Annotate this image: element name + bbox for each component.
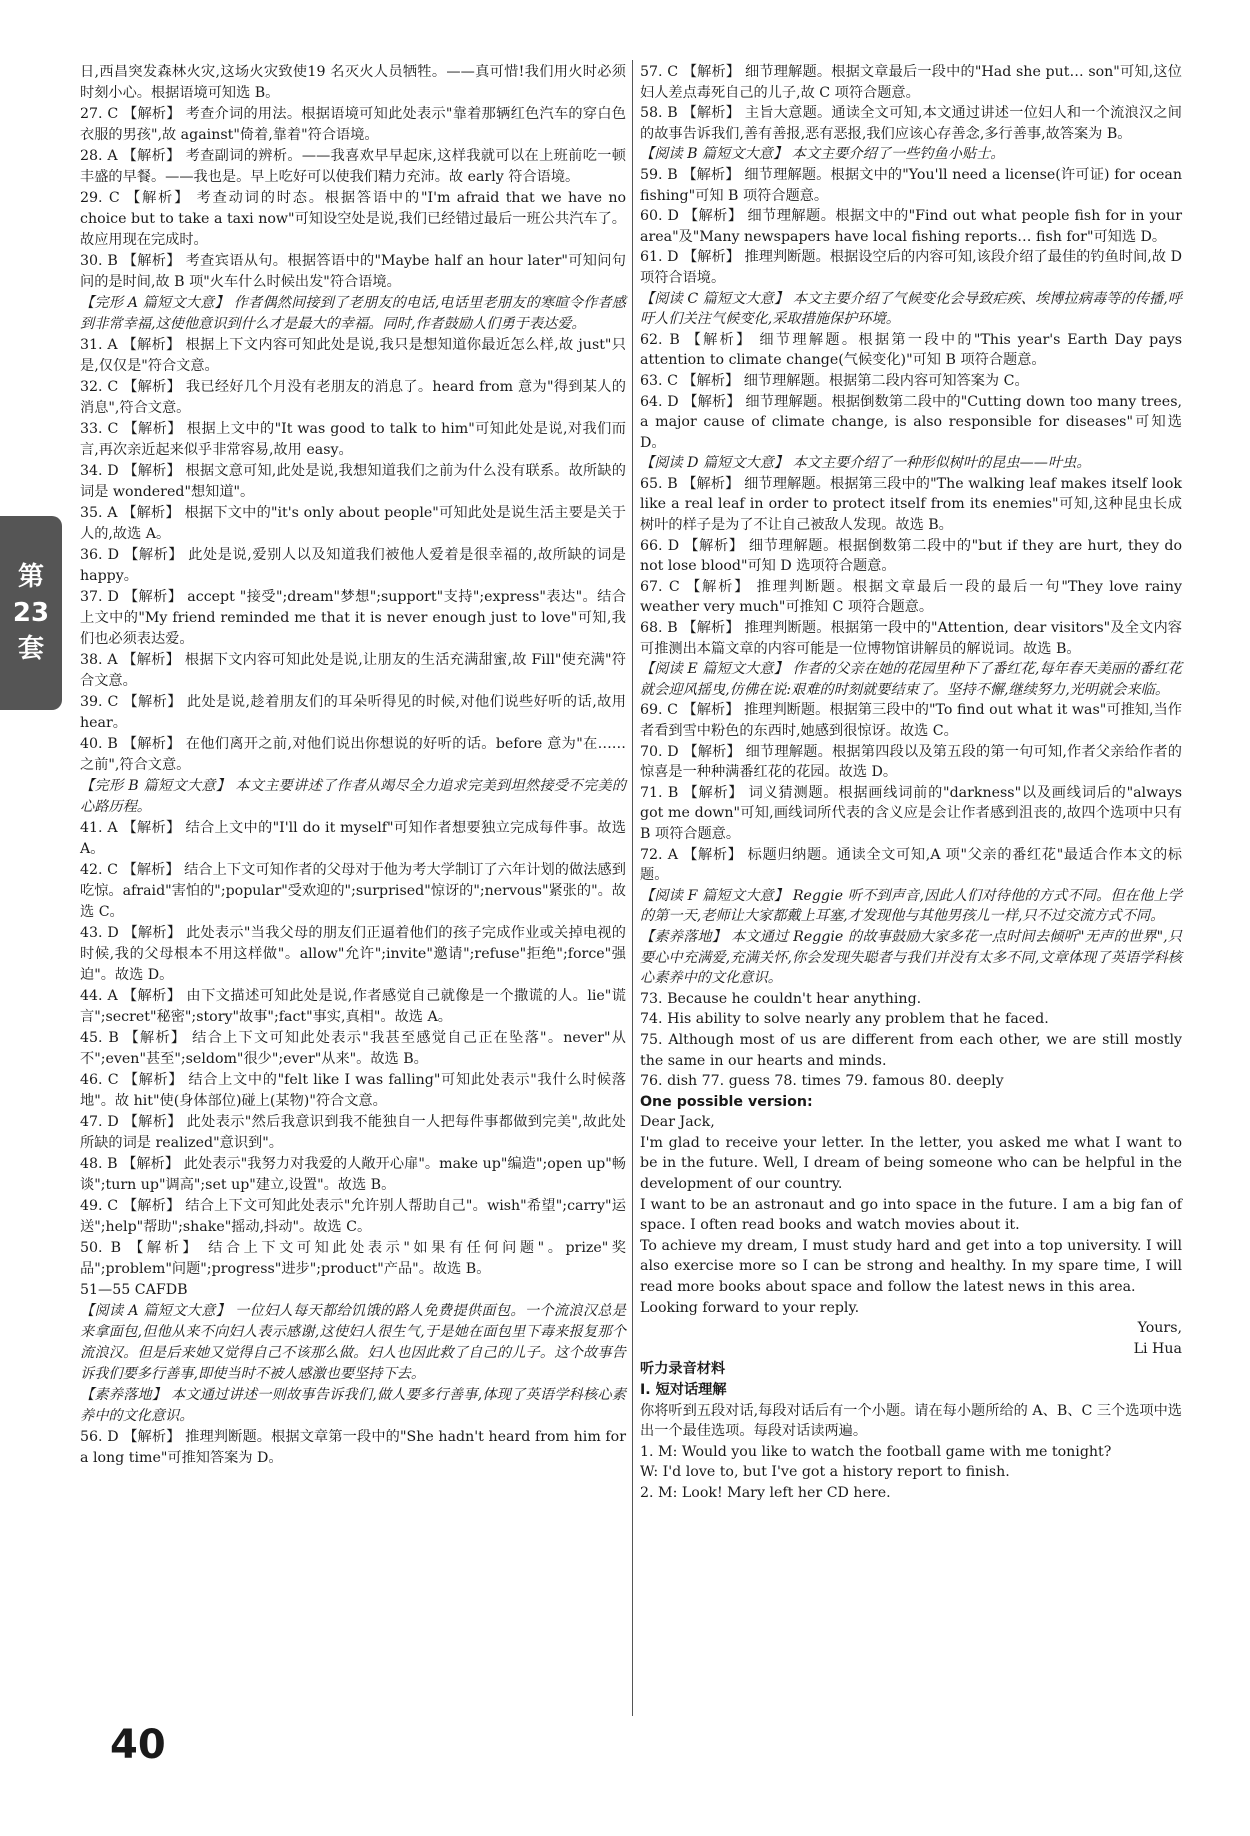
answer-item: I'm glad to receive your letter. In the letter, you asked me what I want to be in the future. Well, I dream of being someone who can be helpful in the development of our country.: [640, 1134, 1182, 1193]
answer-item: To achieve my dream, I must study hard and get into a top university. I will also exercise more so I can be strong and healthy. In my spare time, I will read more books about space and follow the latest news in this area.: [640, 1237, 1182, 1296]
answer-item: 67. C 【解析】 推理判断题。根据文章最后一段的最后一句"They love rainy weather very much"可推知 C 项符合题意。: [640, 578, 1182, 616]
answer-item: 47. D 【解析】 此处表示"然后我意识到我不能独自一人把每件事都做到完美",故此处所缺的词是 realized"意识到"。: [80, 1114, 626, 1151]
answer-item: Looking forward to your reply.: [640, 1299, 860, 1316]
answer-item: 63. C 【解析】 细节理解题。根据第二段内容可知答案为 C。: [640, 372, 1029, 389]
answer-item: 70. D 【解析】 细节理解题。根据第四段以及第五段的第一句可知,作者父亲给作者的惊喜是一种种满番红花的花园。故选 D。: [640, 743, 1182, 781]
answer-item: 58. B 【解析】 主旨大意题。通读全文可知,本文通过讲述一位妇人和一个流浪汉之间的故事告诉我们,善有善报,恶有恶报,我们应该心存善念,多行善事,故答案为 B。: [640, 105, 1182, 142]
answer-item: 34. D 【解析】 根据文意可知,此处是说,我想知道我们之前为什么没有联系。故所缺的词是 wondered"想知道"。: [80, 463, 626, 500]
section-summary: 【阅读 C 篇短文大意】 本文主要介绍了气候变化会导致疟疾、埃博拉病毒等的传播,呼吁人们关注气候变化,采取措施保护环境。: [640, 290, 1182, 328]
answer-item: 39. C 【解析】 此处是说,趁着朋友们的耳朵听得见的时候,对他们说些好听的话,故用 hear。: [80, 694, 626, 731]
answer-item: 50. B 【解析】 结合上下文可知此处表示"如果有任何问题"。prize"奖品";problem"问题";progress"进步";product"产品"。故选 B。: [80, 1240, 626, 1277]
section-summary: 【阅读 D 篇短文大意】 本文主要介绍了一种形似树叶的昆虫——叶虫。: [640, 455, 1091, 472]
answer-item: 35. A 【解析】 根据下文中的"it's only about people"可知此处是说生活主要是关于人的,故选 A。: [80, 505, 626, 542]
answer-item: 61. D 【解析】 推理判断题。根据设空后的内容可知,该段介绍了最佳的钓鱼时间,故 D 项符合语境。: [640, 249, 1182, 286]
answer-item: 51—55 CAFDB: [80, 1282, 188, 1298]
answer-item: 76. dish 77. guess 78. times 79. famous 80. deeply: [640, 1073, 1004, 1090]
section-summary: 【完形 A 篇短文大意】 作者偶然间接到了老朋友的电话,电话里老朋友的寒暄令作者感到非常幸福,这使他意识到什么才是最大的幸福。同时,作者鼓励人们勇于表达爱。: [80, 295, 626, 332]
answer-item: 74. His ability to solve nearly any problem that he faced.: [640, 1011, 1049, 1028]
answer-item: 32. C 【解析】 我已经好几个月没有老朋友的消息了。heard from 意为"得到某人的消息",符合文意。: [80, 379, 626, 416]
answer-item: 27. C 【解析】 考查介词的用法。根据语境可知此处表示"靠着那辆红色汽车的穿白色衣服的男孩",故 against"倚着,靠着"符合语境。: [80, 106, 626, 143]
answer-item: I want to be an astronaut and go into space in the future. I am a big fan of space. I often read books and watch movies about it.: [640, 1196, 1182, 1234]
answer-item: 60. D 【解析】 细节理解题。根据文中的"Find out what people fish for in your area"及"Many newspapers have local fishing reports… fish for"可知选 D。: [640, 208, 1182, 245]
answer-item: 44. A 【解析】 由下文描述可知此处是说,作者感觉自己就像是一个撒谎的人。lie"谎言";secret"秘密";story"故事";fact"事实,真相"。故选 A。: [80, 988, 626, 1025]
answer-item: 33. C 【解析】 根据上文中的"It was good to talk to him"可知此处是说,对我们而言,再次亲近起来似乎非常容易,故用 easy。: [80, 421, 626, 458]
answer-item: 43. D 【解析】 此处表示"当我父母的朋友们正逼着他们的孩子完成作业或关掉电视的时候,我的父母根本不用这样做"。allow"允许";invite"邀请";refuse"拒绝";force"强迫"。故选 D。: [80, 925, 626, 983]
answer-item: 30. B 【解析】 考查宾语从句。根据答语中的"Maybe half an hour later"可知问句问的是时间,故 B 项"火车什么时候出发"符合语境。: [80, 253, 626, 290]
section-summary: 【阅读 E 篇短文大意】 作者的父亲在她的花园里种下了番红花,每年春天美丽的番红花就会迎风摇曳,仿佛在说:艰难的时刻就要结束了。坚持不懈,继续努力,光明就会来临。: [640, 661, 1182, 698]
answer-item: W: I'd love to, but I've got a history report to finish.: [640, 1464, 1010, 1481]
answer-item: 你将听到五段对话,每段对话后有一个小题。请在每小题所给的 A、B、C 三个选项中选出一个最佳选项。每段对话读两遍。: [640, 1402, 1182, 1440]
answer-item: 75. Although most of us are different from each other, we are still mostly the same in our hearts and minds.: [640, 1031, 1182, 1069]
answer-item: 65. B 【解析】 细节理解题。根据第三段中的"The walking leaf makes itself look like a real leaf in order to protect itself from its enemies"可知,这种昆虫长成树叶的样子是为了不让自己被敌人发现。故选 B。: [640, 475, 1182, 534]
answer-item: 66. D 【解析】 细节理解题。根据倒数第二段中的"but if they are hurt, they do not lose blood"可知 D 选项符合题意。: [640, 537, 1182, 575]
answer-item: 1. M: Would you like to watch the football game with me tonight?: [640, 1443, 1112, 1460]
chapter-tab-line-1: 第: [17, 562, 44, 592]
answer-item: 46. C 【解析】 结合上文中的"felt like I was falling"可知此处表示"我什么时候落地"。故 hit"使(身体部位)碰上(某物)"符合文意。: [80, 1072, 626, 1109]
answer-item: 62. B 【解析】 细节理解题。根据第一段中的"This year's Earth Day pays attention to climate change(气候变化)"可知 B 项符合题意。: [640, 331, 1182, 369]
answer-item: 日,西昌突发森林火灾,这场火灾致使19 名灭火人员牺牲。——真可惜!我们用火时必须时刻小心。根据语境可知选 B。: [80, 64, 626, 101]
answer-item: 56. D 【解析】 推理判断题。根据文章第一段中的"She hadn't heard from him for a long time"可推知答案为 D。: [80, 1429, 626, 1466]
answer-item: Dear Jack,: [640, 1114, 715, 1131]
section-heading: 听力录音材料: [640, 1361, 726, 1378]
answer-item: 29. C 【解析】 考查动词的时态。根据答语中的"I'm afraid that we have no choice but to take a taxi now"可知设空处是说,我们已经错过最后一班公共汽车了。故应用现在完成时。: [80, 190, 626, 248]
page-number: 40: [110, 1722, 166, 1768]
answer-item: 42. C 【解析】 结合上下文可知作者的父母对于他为考大学制订了六年计划的做法感到吃惊。afraid"害怕的";popular"受欢迎的";surprised"惊讶的";nervous"紧张的"。故选 C。: [80, 862, 626, 920]
section-summary: 【阅读 B 篇短文大意】 本文主要介绍了一些钓鱼小贴士。: [640, 146, 1005, 163]
left-column: [80, 62, 626, 1469]
section-summary: 【阅读 F 篇短文大意】 Reggie 听不到声音,因此人们对待他的方式不同。但在他上学的第一天,老师让大家都戴上耳塞,才发现他与其他男孩儿一样,只不过交流方式不同。: [640, 887, 1182, 925]
answer-item: 69. C 【解析】 推理判断题。根据第三段中的"To find out what it was"可推知,当作者看到雪中粉色的东西时,她感到很惊讶。故选 C。: [640, 702, 1182, 739]
section-summary: 【阅读 A 篇短文大意】 一位妇人每天都给饥饿的路人免费提供面包。一个流浪汉总是来拿面包,但他从来不向妇人表示感谢,这使妇人很生气,于是她在面包里下毒来报复那个流浪汉。但是后来她又觉得自己不该那么做。妇人也因此救了自己的儿子。这个故事告诉我们要多行善事,即使当时不被人感激也要坚持下去。: [80, 1303, 626, 1382]
section-heading: One possible version:: [640, 1093, 813, 1110]
answer-item: 48. B 【解析】 此处表示"我努力对我爱的人敞开心扉"。make up"编造";open up"畅谈";turn up"调高";set up"建立,设置"。故选 B。: [80, 1156, 626, 1193]
answer-item: 72. A 【解析】 标题归纳题。通读全文可知,A 项"父亲的番红花"最适合作本文的标题。: [640, 846, 1182, 884]
answer-item: 68. B 【解析】 推理判断题。根据第一段中的"Attention, dear visitors"及全文内容可推测出本篇文章的内容可能是一位博物馆讲解员的解说词。故选 B。: [640, 620, 1182, 657]
answer-item: 71. B 【解析】 词义猜测题。根据画线词前的"darkness"以及画线词后的"always got me down"可知,画线词所代表的含义应是会让作者感到沮丧的,故四个选项中只有 B 项符合题意。: [640, 784, 1182, 842]
column-divider: [632, 60, 633, 1716]
section-summary: 【素养落地】 本文通过讲述一则故事告诉我们,做人要多行善事,体现了英语学科核心素养中的文化意识。: [80, 1387, 626, 1424]
answer-item: 31. A 【解析】 根据上下文内容可知此处是说,我只是想知道你最近怎么样,故 just"只是,仅仅是"符合文意。: [80, 337, 626, 374]
right-column: [640, 62, 1182, 1504]
chapter-tab-line-3: 套: [17, 634, 44, 664]
letter-signoff: Yours,: [1137, 1320, 1182, 1337]
answer-item: 41. A 【解析】 结合上文中的"I'll do it myself"可知作者想要独立完成每件事。故选 A。: [80, 820, 626, 857]
answer-item: 37. D 【解析】 accept "接受";dream"梦想";support"支持";express"表达"。结合上文中的"My friend reminded me that it is never enough just to love"可知,我们也必须表达爱。: [80, 589, 626, 647]
letter-signoff: Li Hua: [1133, 1340, 1182, 1357]
answer-item: 59. B 【解析】 细节理解题。根据文中的"You'll need a license(许可证) for ocean fishing"可知 B 项符合题意。: [640, 166, 1182, 204]
answer-item: 49. C 【解析】 结合上下文可知此处表示"允许别人帮助自己"。wish"希望";carry"运送";help"帮助";shake"摇动,抖动"。故选 C。: [80, 1198, 626, 1235]
answer-item: 64. D 【解析】 细节理解题。根据倒数第二段中的"Cutting down too many trees, a major cause of climate change, is also responsible for diseases"可知选 D。: [640, 393, 1182, 451]
section-summary: 【素养落地】 本文通过 Reggie 的故事鼓励大家多花一点时间去倾听"无声的世界",只要心中充满爱,充满关怀,你会发现失聪者与我们并没有太多不同,文章体现了英语学科核心素养中的文化意识。: [640, 928, 1182, 987]
chapter-tab: [0, 516, 62, 710]
answer-item: 40. B 【解析】 在他们离开之前,对他们说出你想说的好听的话。before 意为"在……之前",符合文意。: [80, 736, 626, 773]
answer-item: 73. Because he couldn't hear anything.: [640, 990, 922, 1007]
chapter-tab-line-2: 23: [12, 598, 50, 628]
answer-item: 28. A 【解析】 考查副词的辨析。——我喜欢早早起床,这样我就可以在上班前吃一顿丰盛的早餐。——我也是。早上吃好可以使我们精力充沛。故 early 符合语境。: [80, 148, 626, 185]
answer-item: 38. A 【解析】 根据下文内容可知此处是说,让朋友的生活充满甜蜜,故 Fill"使充满"符合文意。: [80, 652, 626, 689]
answer-item: 36. D 【解析】 此处是说,爱别人以及知道我们被他人爱着是很幸福的,故所缺的词是 happy。: [80, 547, 626, 584]
answer-item: 45. B 【解析】 结合上下文可知此处表示"我甚至感觉自己正在坠落"。never"从不";even"甚至";seldom"很少";ever"从来"。故选 B。: [80, 1030, 626, 1067]
section-heading: Ⅰ. 短对话理解: [640, 1382, 727, 1398]
answer-item: 2. M: Look! Mary left her CD here.: [640, 1484, 891, 1501]
answer-item: 57. C 【解析】 细节理解题。根据文章最后一段中的"Had she put… son"可知,这位妇人差点毒死自己的儿子,故 C 项符合题意。: [640, 64, 1182, 101]
section-summary: 【完形 B 篇短文大意】 本文主要讲述了作者从竭尽全力追求完美到坦然接受不完美的心路历程。: [80, 778, 626, 815]
